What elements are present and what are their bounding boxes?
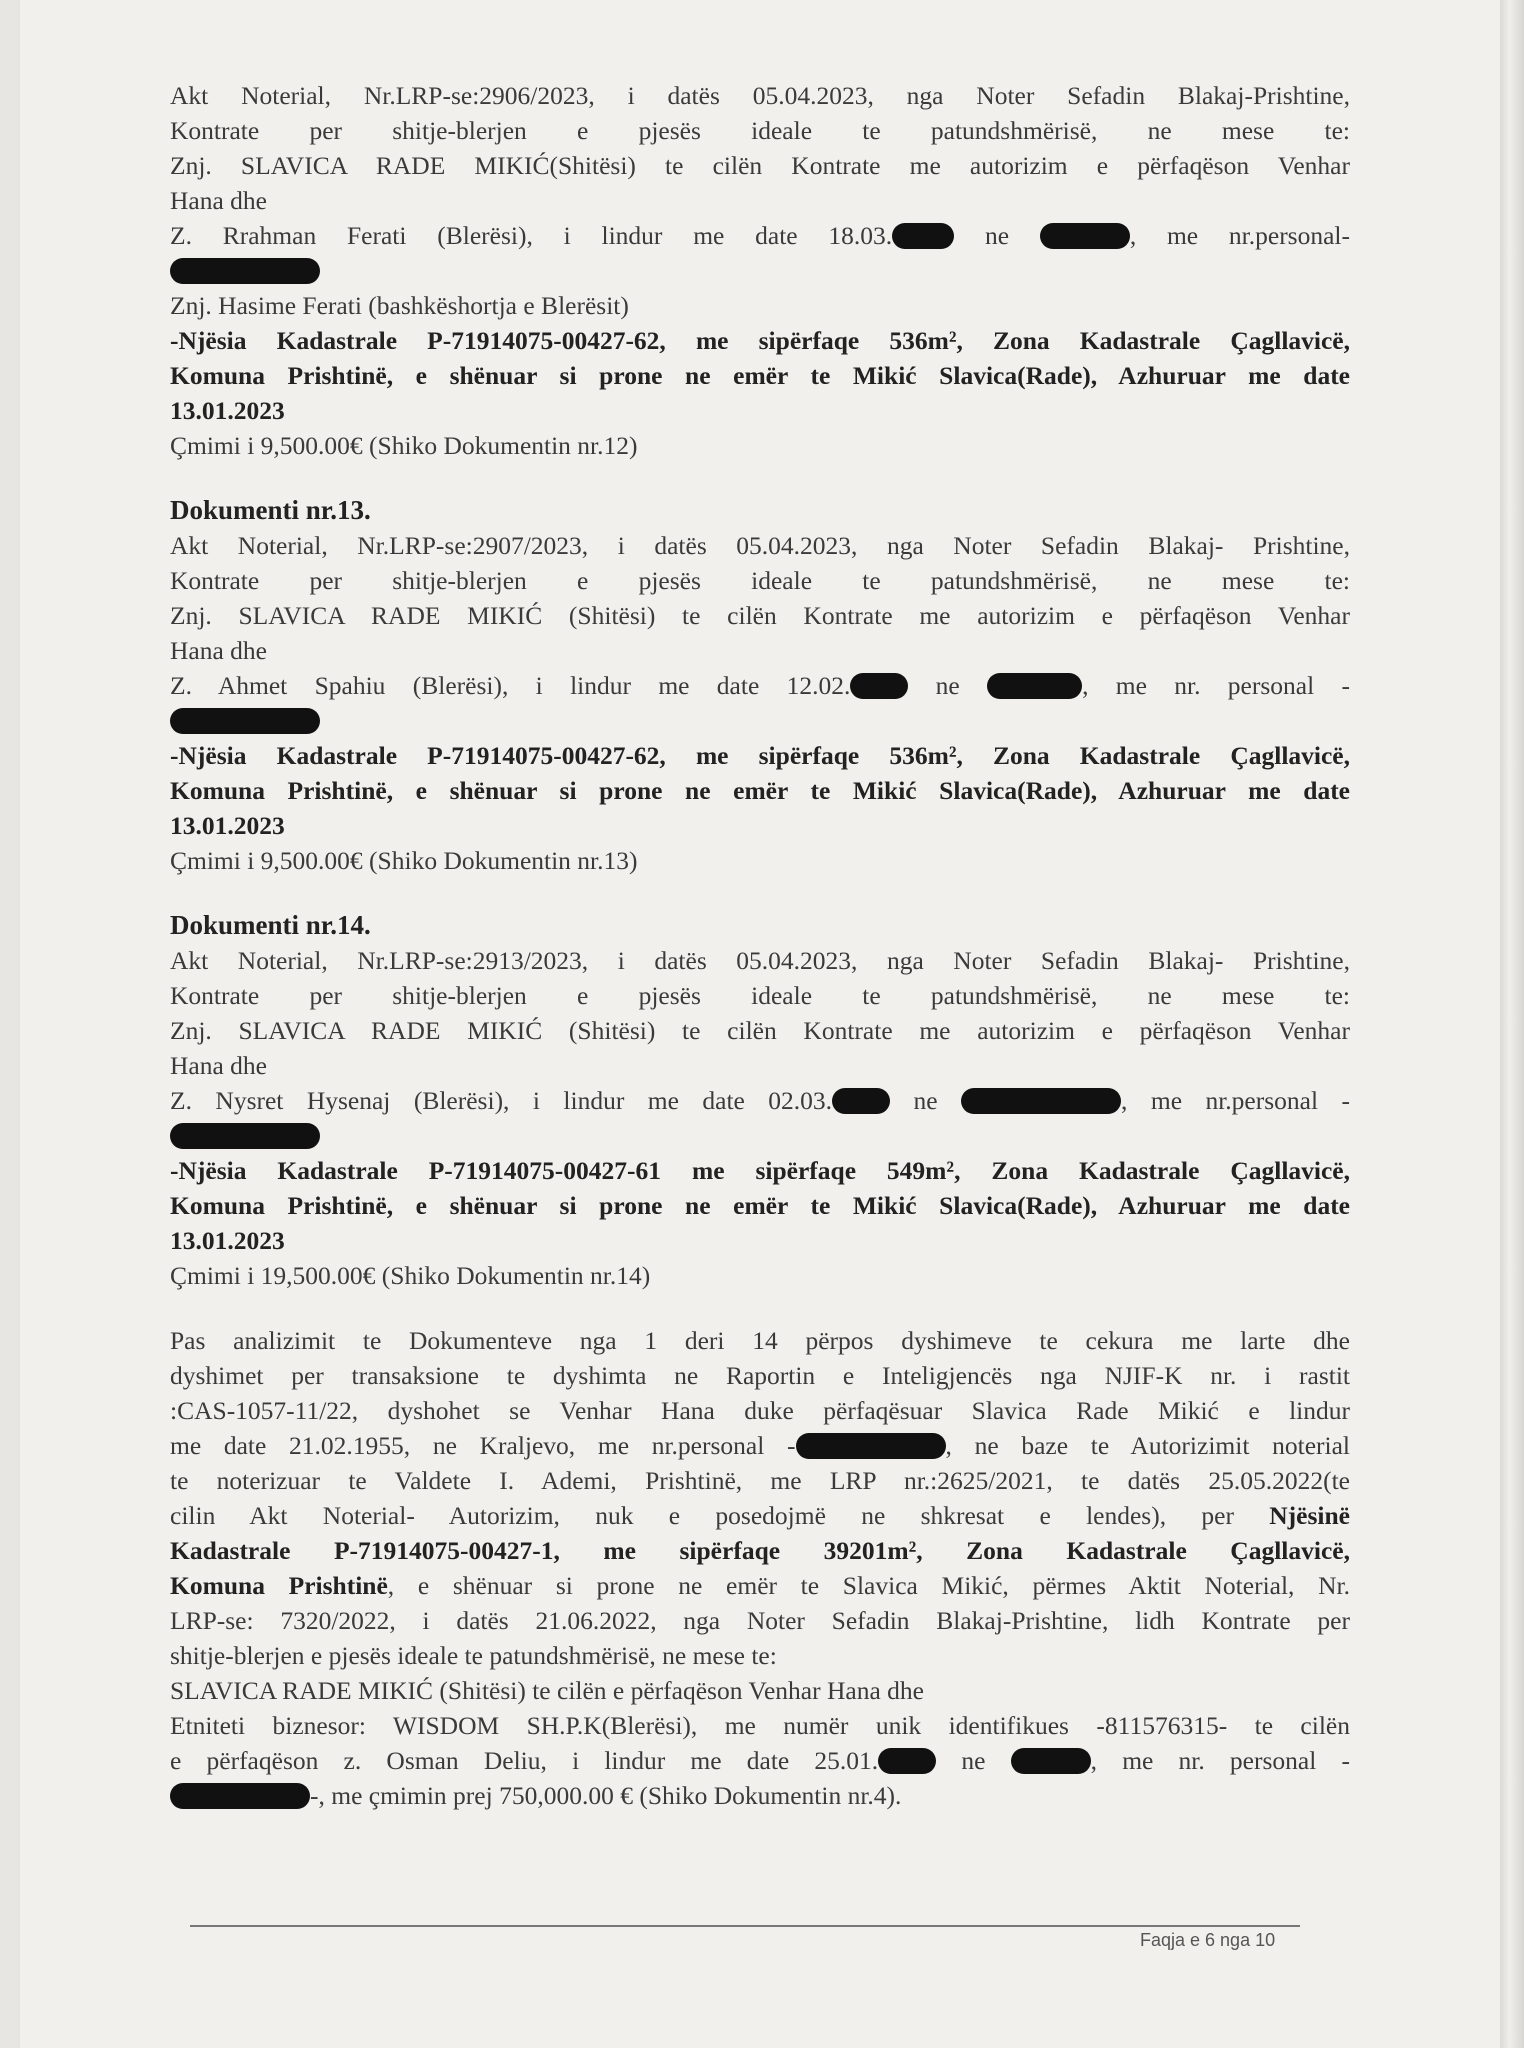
redaction-mark (170, 258, 320, 284)
text-line: Znj. SLAVICA RADE MIKIĆ(Shitësi) te cilën Kontrate me autorizim e përfaqëson Venhar (170, 151, 1350, 180)
text-line: cilin Akt Noterial- Autorizim, nuk e posedojmë ne shkresat e lendes), per Njësinë (170, 1501, 1350, 1530)
cadastral-line: Komuna Prishtinë, e shënuar si prone ne emër te Mikić Slavica(Rade), Azhuruar me date (170, 776, 1350, 805)
text-line: -, me çmimin prej 750,000.00 € (Shiko Dokumentin nr.4). (170, 1778, 1350, 1813)
redacted-line (170, 1118, 1350, 1153)
redaction-mark (170, 708, 320, 734)
buyer-line: Z. Ahmet Spahiu (Blerësi), i lindur me date 12.02. ne , me nr. personal - (170, 671, 1350, 700)
page-number: Faqja e 6 nga 10 (1140, 1930, 1276, 1950)
redacted-line (170, 703, 1350, 738)
entry-document-12 (170, 78, 1350, 463)
redaction-mark (878, 1748, 936, 1774)
text-line: Hana dhe (170, 186, 267, 215)
redaction-mark (170, 1783, 310, 1809)
text-line: Etniteti biznesor: WISDOM SH.P.K(Blerësi), me numër unik identifikues -811576315- te cilën (170, 1711, 1350, 1740)
section-heading: Dokumenti nr.14. (170, 910, 371, 940)
cadastral-line: -Njësia Kadastrale P-71914075-00427-62, me sipërfaqe 536m², Zona Kadastrale Çagllavicë, (170, 741, 1350, 770)
text-line: Komuna Prishtinë, e shënuar si prone ne emër te Slavica Mikić, përmes Aktit Noterial, Nr. (170, 1571, 1350, 1600)
text-line: Znj. SLAVICA RADE MIKIĆ (Shitësi) te cilën Kontrate me autorizim e përfaqëson Venhar (170, 601, 1350, 630)
price-line: Çmimi i 19,500.00€ (Shiko Dokumentin nr.14) (170, 1261, 651, 1290)
redaction-mark (170, 1123, 320, 1149)
section-heading: Dokumenti nr.13. (170, 495, 371, 525)
redaction-mark (832, 1088, 890, 1114)
text-line: dyshimet per transaksione te dyshimta ne Raportin e Inteligjencës nga NJIF-K nr. i rastit (170, 1361, 1350, 1390)
redacted-line (170, 253, 1350, 288)
text-line: SLAVICA RADE MIKIĆ (Shitësi) te cilën e përfaqëson Venhar Hana dhe (170, 1676, 924, 1705)
redaction-mark (1040, 223, 1130, 249)
text-line: Kontrate per shitje-blerjen e pjesës ideale te patundshmërisë, ne mese te: (170, 116, 1350, 145)
text-line: Hana dhe (170, 1051, 267, 1080)
text-line: Kontrate per shitje-blerjen e pjesës ideale te patundshmërisë, ne mese te: (170, 566, 1350, 595)
redaction-mark (987, 673, 1082, 699)
redaction-mark (1011, 1748, 1091, 1774)
text-line: Pas analizimit te Dokumenteve nga 1 deri 14 përpos dyshimeve te cekura me larte dhe (170, 1326, 1350, 1355)
cadastral-line: Komuna Prishtinë, e shënuar si prone ne emër te Mikić Slavica(Rade), Azhuruar me date (170, 1191, 1350, 1220)
redaction-mark (892, 223, 954, 249)
price-line: Çmimi i 9,500.00€ (Shiko Dokumentin nr.13) (170, 846, 638, 875)
footer-divider (190, 1925, 1300, 1927)
document-body (170, 78, 1350, 1813)
cadastral-line: 13.01.2023 (170, 396, 285, 425)
cadastral-line: -Njësia Kadastrale P-71914075-00427-62, me sipërfaqe 536m², Zona Kadastrale Çagllavicë, (170, 326, 1350, 355)
text-line: me date 21.02.1955, ne Kraljevo, me nr.personal - , ne baze te Autorizimit noterial (170, 1431, 1350, 1460)
text-line: LRP-se: 7320/2022, i datës 21.06.2022, nga Noter Sefadin Blakaj-Prishtine, lidh Kontrate per (170, 1606, 1350, 1635)
price-line: Çmimi i 9,500.00€ (Shiko Dokumentin nr.12) (170, 431, 638, 460)
redaction-mark (961, 1088, 1121, 1114)
text-line: :CAS-1057-11/22, dyshohet se Venhar Hana duke përfaqësuar Slavica Rade Mikić e lindur (170, 1396, 1350, 1425)
buyer-line: Z. Nysret Hysenaj (Blerësi), i lindur me date 02.03. ne , me nr.personal - (170, 1086, 1350, 1115)
text-line: Akt Noterial, Nr.LRP-se:2907/2023, i datës 05.04.2023, nga Noter Sefadin Blakaj- Prishtine, (170, 531, 1350, 560)
text-line: Hana dhe (170, 636, 267, 665)
paper-stack-edge (1500, 0, 1524, 2048)
text-line: Akt Noterial, Nr.LRP-se:2906/2023, i datës 05.04.2023, nga Noter Sefadin Blakaj-Prishtine, (170, 81, 1350, 110)
entry-document-13 (170, 493, 1350, 878)
text-line: Znj. SLAVICA RADE MIKIĆ (Shitësi) te cilën Kontrate me autorizim e përfaqëson Venhar (170, 1016, 1350, 1045)
text-line: te noterizuar te Valdete I. Ademi, Prishtinë, me LRP nr.:2625/2021, te datës 25.05.2022(te (170, 1466, 1350, 1495)
text-line: Kadastrale P-71914075-00427-1, me sipërfaqe 39201m², Zona Kadastrale Çagllavicë, (170, 1536, 1350, 1565)
summary-paragraph (170, 1323, 1350, 1813)
text-line: shitje-blerjen e pjesës ideale te patundshmërisë, ne mese te: (170, 1641, 777, 1670)
cadastral-line: 13.01.2023 (170, 1226, 285, 1255)
text-line: Kontrate per shitje-blerjen e pjesës ideale te patundshmërisë, ne mese te: (170, 981, 1350, 1010)
text-line: Znj. Hasime Ferati (bashkëshortja e Blerësit) (170, 291, 629, 320)
cadastral-line: -Njësia Kadastrale P-71914075-00427-61 me sipërfaqe 549m², Zona Kadastrale Çagllavicë, (170, 1156, 1350, 1185)
text-line: Akt Noterial, Nr.LRP-se:2913/2023, i datës 05.04.2023, nga Noter Sefadin Blakaj- Prishtine, (170, 946, 1350, 975)
cadastral-line: Komuna Prishtinë, e shënuar si prone ne emër te Mikić Slavica(Rade), Azhuruar me date (170, 361, 1350, 390)
entry-document-14 (170, 908, 1350, 1293)
buyer-line: Z. Rrahman Ferati (Blerësi), i lindur me date 18.03. ne , me nr.personal- (170, 221, 1351, 250)
text-line: e përfaqëson z. Osman Deliu, i lindur me date 25.01. ne , me nr. personal - (170, 1746, 1350, 1775)
cadastral-line: 13.01.2023 (170, 811, 285, 840)
redaction-mark (796, 1433, 946, 1459)
redaction-mark (850, 673, 908, 699)
